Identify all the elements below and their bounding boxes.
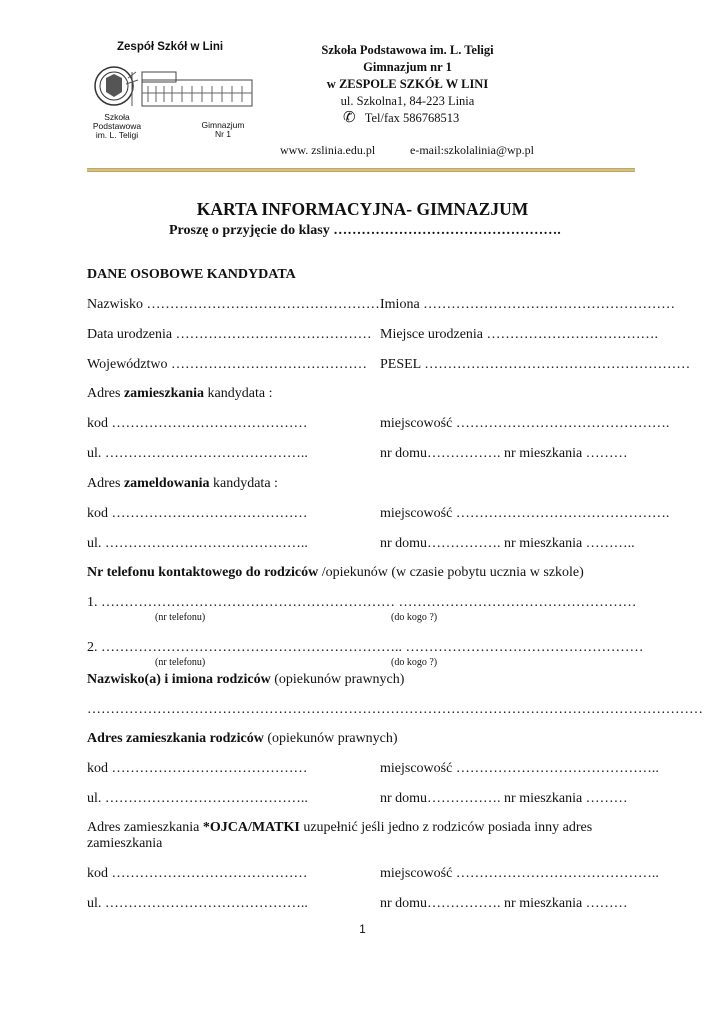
caption-to-whom: (do kogo ?) [391, 612, 438, 623]
parents-address-heading [87, 731, 398, 747]
registration-street-field[interactable]: ul. …………………………………….. [87, 536, 308, 551]
label-bold: Adres zamieszkania rodziców [87, 731, 264, 746]
label-text: /opiekunów (w czasie pobytu ucznia w szkole) [318, 565, 584, 580]
label-bold: zamieszkania [123, 386, 205, 401]
email: e-mail:szkolalinia@wp.pl [410, 143, 535, 157]
parents-city-field[interactable]: miejscowość …………………………………….. [380, 761, 659, 776]
school-address: ul. Szkolna1, 84-223 Linia [340, 94, 475, 108]
section-personal-data: DANE OSOBOWE KANDYDATA [87, 267, 296, 282]
label-text: (opiekunów prawnych) [270, 672, 405, 687]
label-text: (opiekunów prawnych) [263, 731, 398, 746]
registration-heading [87, 476, 278, 492]
logo-caption-left [92, 113, 142, 140]
label-bold: *OJCA/MATKI [202, 820, 300, 835]
residence-postal-code-field[interactable]: kod …………………………………… [87, 416, 308, 431]
parents-house-field[interactable]: nr domu……………. nr mieszkania ……… [380, 791, 628, 806]
phone-icon: ✆ [343, 108, 356, 126]
label-bold: zameldowania [123, 476, 210, 491]
page-title: KARTA INFORMACYJNA- GIMNAZJUM [196, 199, 529, 219]
label-text: Adres zamieszkania [87, 820, 203, 835]
label-bold: Nazwisko(a) i imiona rodziców [87, 672, 271, 687]
caption-to-whom: (do kogo ?) [391, 657, 438, 668]
parents-names-field[interactable]: …………………………………………………………………………………………………………………… [87, 702, 703, 717]
phone-number: Tel/fax 586768513 [364, 111, 460, 125]
label-text: Adres [87, 476, 124, 491]
school-gymnasium: Gimnazjum nr 1 [363, 60, 452, 74]
first-names-field[interactable]: Imiona ……………………………………………… [380, 297, 676, 312]
page-number: 1 [359, 922, 366, 936]
other-parent-address-heading-cont: zamieszkania [87, 836, 163, 851]
label-text: Adres [87, 386, 124, 401]
caption-phone-number: (nr telefonu) [155, 657, 206, 668]
residence-city-field[interactable]: miejscowość ………………………………………. [380, 416, 670, 431]
label-text: kandydata : [209, 476, 278, 491]
logo-caption-line: Gimnazjum [201, 120, 245, 130]
logo-title: Zespół Szkół w Lini [117, 41, 224, 53]
class-request: Proszę o przyjęcie do klasy …………………………………………. [169, 223, 561, 238]
registration-city-field[interactable]: miejscowość ………………………………………. [380, 506, 670, 521]
phone-contact-1-field[interactable]: 1. ……………………………………………………… …………………………………………… [87, 595, 637, 610]
caption-phone-number: (nr telefonu) [155, 612, 206, 623]
other-postal-code-field[interactable]: kod …………………………………… [87, 866, 308, 881]
header-divider [87, 168, 635, 172]
website: www. zslinia.edu.pl [280, 143, 376, 157]
registration-house-field[interactable]: nr domu……………. nr mieszkania ……….. [380, 536, 635, 551]
residence-heading [87, 386, 272, 402]
birth-place-field[interactable]: Miejsce urodzenia ………………………………. [380, 327, 659, 342]
other-city-field[interactable]: miejscowość …………………………………….. [380, 866, 659, 881]
school-complex: w ZESPOLE SZKÓŁ W LINI [326, 77, 489, 91]
phone-line [343, 108, 459, 126]
registration-postal-code-field[interactable]: kod …………………………………… [87, 506, 308, 521]
other-street-field[interactable]: ul. …………………………………….. [87, 896, 308, 911]
birth-date-field[interactable]: Data urodzenia …………………………………… [87, 327, 372, 342]
logo-caption-line: Nr 1 [214, 129, 232, 139]
parents-postal-code-field[interactable]: kod …………………………………… [87, 761, 308, 776]
pesel-field[interactable]: PESEL ………………………………………………… [380, 357, 691, 372]
logo-caption-line: Szkoła [104, 112, 130, 122]
other-house-field[interactable]: nr domu……………. nr mieszkania ……… [380, 896, 628, 911]
surname-field[interactable]: Nazwisko …………………………………………… [87, 297, 385, 312]
label-text: kandydata : [204, 386, 273, 401]
logo-caption-right [198, 121, 248, 139]
parents-names-heading [87, 672, 404, 688]
label-text: uzupełnić jeśli jedno z rodziców posiada inny adres [299, 820, 593, 835]
other-parent-address-heading [87, 820, 592, 836]
residence-street-field[interactable]: ul. …………………………………….. [87, 446, 308, 461]
logo-caption-line: im. L. Teligi [95, 130, 139, 140]
school-name: Szkoła Podstawowa im. L. Teligi [321, 43, 494, 57]
logo-caption-line: Podstawowa [92, 121, 142, 131]
phone-contact-2-field[interactable]: 2. ……………………………………………………….. …………………………………………… [87, 640, 644, 655]
phones-heading [87, 565, 584, 581]
residence-house-field[interactable]: nr domu……………. nr mieszkania ……… [380, 446, 628, 461]
label-bold: Nr telefonu kontaktowego do rodziców [87, 565, 319, 580]
voivodeship-field[interactable]: Województwo …………………………………… [87, 357, 368, 372]
parents-street-field[interactable]: ul. …………………………………….. [87, 791, 308, 806]
